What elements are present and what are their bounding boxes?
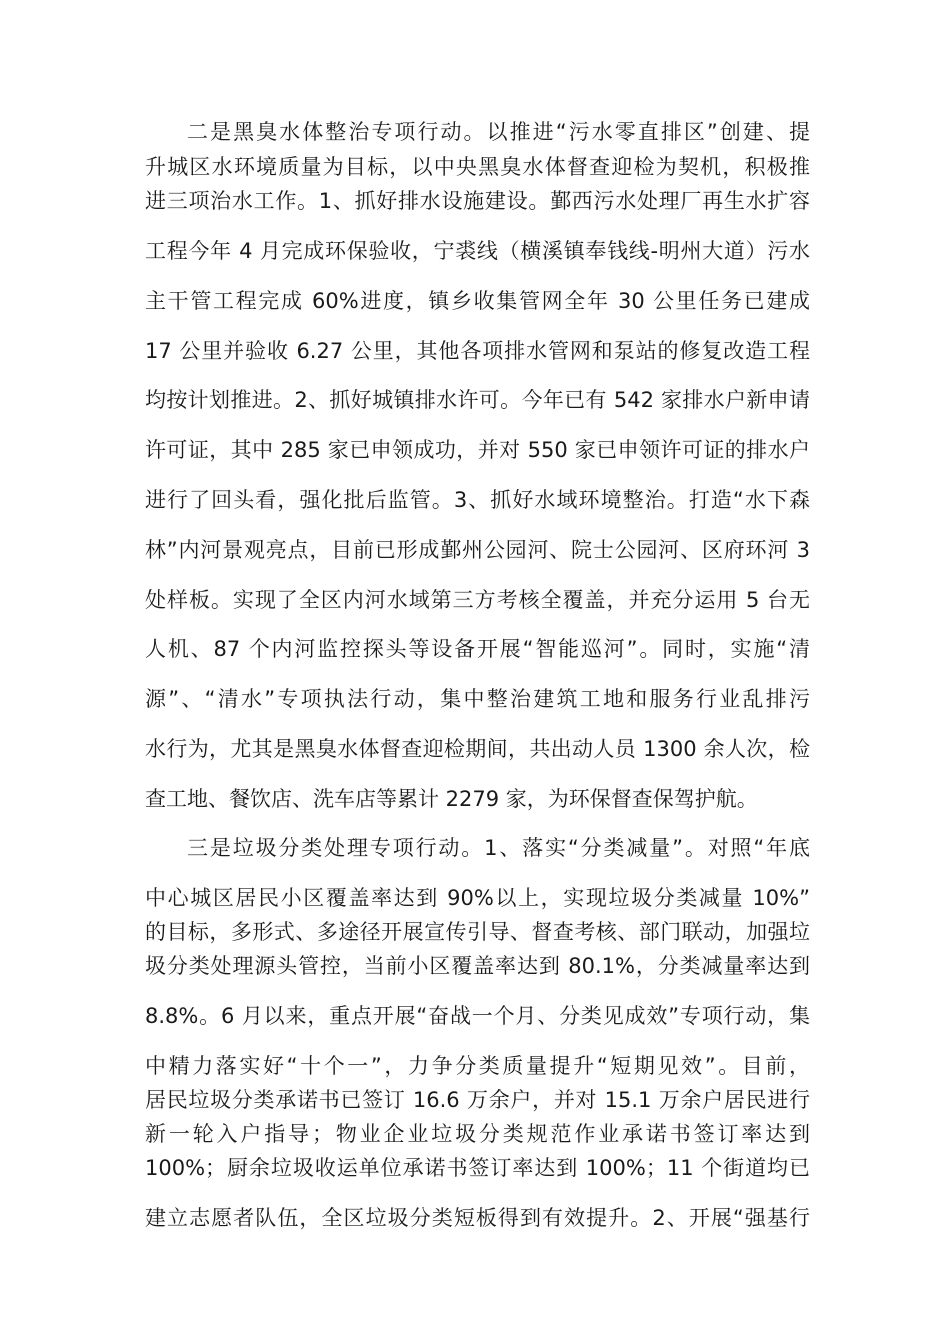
paragraph-1-line-4: 工程今年 4 月完成环保验收，宁裘线（横溪镇奉钱线-明州大道）污水: [145, 239, 810, 263]
paragraph-2-line-5: 8.8%。6 月以来，重点开展“奋战一个月、分类见成效”专项行动，集: [145, 1004, 810, 1028]
paragraph-2-line-2: 中心城区居民小区覆盖率达到 90%以上，实现垃圾分类减量 10%”: [145, 886, 810, 910]
paragraph-1-line-7: 均按计划推进。2、抓好城镇排水许可。今年已有 542 家排水户新申请: [145, 388, 810, 412]
paragraph-2-line-6: 中精力落实好“十个一”，力争分类质量提升“短期见效”。目前，: [145, 1054, 810, 1078]
paragraph-1-line-9: 进行了回头看，强化批后监管。3、抓好水域环境整治。打造“水下森: [145, 488, 810, 512]
paragraph-1-line-2: 升城区水环境质量为目标，以中央黑臭水体督查迎检为契机，积极推: [145, 155, 810, 179]
paragraph-1-line-11: 处样板。实现了全区内河水域第三方考核全覆盖，并充分运用 5 台无: [145, 588, 810, 612]
paragraph-1-line-5: 主干管工程完成 60%进度，镇乡收集管网全年 30 公里任务已建成: [145, 289, 810, 313]
paragraph-1-line-12: 人机、87 个内河监控探头等设备开展“智能巡河”。同时，实施“清: [145, 637, 810, 661]
paragraph-1-line-10: 林”内河景观亮点，目前已形成鄞州公园河、院士公园河、区府环河 3: [145, 538, 810, 562]
paragraph-2-line-10: 建立志愿者队伍，全区垃圾分类短板得到有效提升。2、开展“强基行: [145, 1206, 810, 1230]
paragraph-1-line-3: 进三项治水工作。1、抓好排水设施建设。鄞西污水处理厂再生水扩容: [145, 189, 810, 213]
paragraph-1-line-1: 二是黑臭水体整治专项行动。以推进“污水零直排区”创建、提: [187, 120, 810, 144]
paragraph-1-line-13: 源”、“清水”专项执法行动，集中整治建筑工地和服务行业乱排污: [145, 687, 810, 711]
paragraph-1-line-14: 水行为，尤其是黑臭水体督查迎检期间，共出动人员 1300 余人次，检: [145, 737, 810, 761]
paragraph-1-line-15: 查工地、餐饮店、洗车店等累计 2279 家，为环保督查保驾护航。: [145, 787, 758, 811]
paragraph-2-line-8: 新一轮入户指导；物业企业垃圾分类规范作业承诺书签订率达到: [145, 1122, 810, 1146]
paragraph-2-line-9: 100%；厨余垃圾收运单位承诺书签订率达到 100%；11 个街道均已: [145, 1156, 810, 1180]
paragraph-2-line-4: 圾分类处理源头管控，当前小区覆盖率达到 80.1%，分类减量率达到: [145, 954, 810, 978]
paragraph-2-line-7: 居民垃圾分类承诺书已签订 16.6 万余户，并对 15.1 万余户居民进行: [145, 1088, 810, 1112]
paragraph-2-line-1: 三是垃圾分类处理专项行动。1、落实“分类减量”。对照“年底: [187, 836, 810, 860]
paragraph-1-line-8: 许可证，其中 285 家已申领成功，并对 550 家已申领许可证的排水户: [145, 438, 810, 462]
paragraph-1-line-6: 17 公里并验收 6.27 公里，其他各项排水管网和泵站的修复改造工程: [145, 339, 810, 363]
paragraph-2-line-3: 的目标，多形式、多途径开展宣传引导、督查考核、部门联动，加强垃: [145, 920, 810, 944]
